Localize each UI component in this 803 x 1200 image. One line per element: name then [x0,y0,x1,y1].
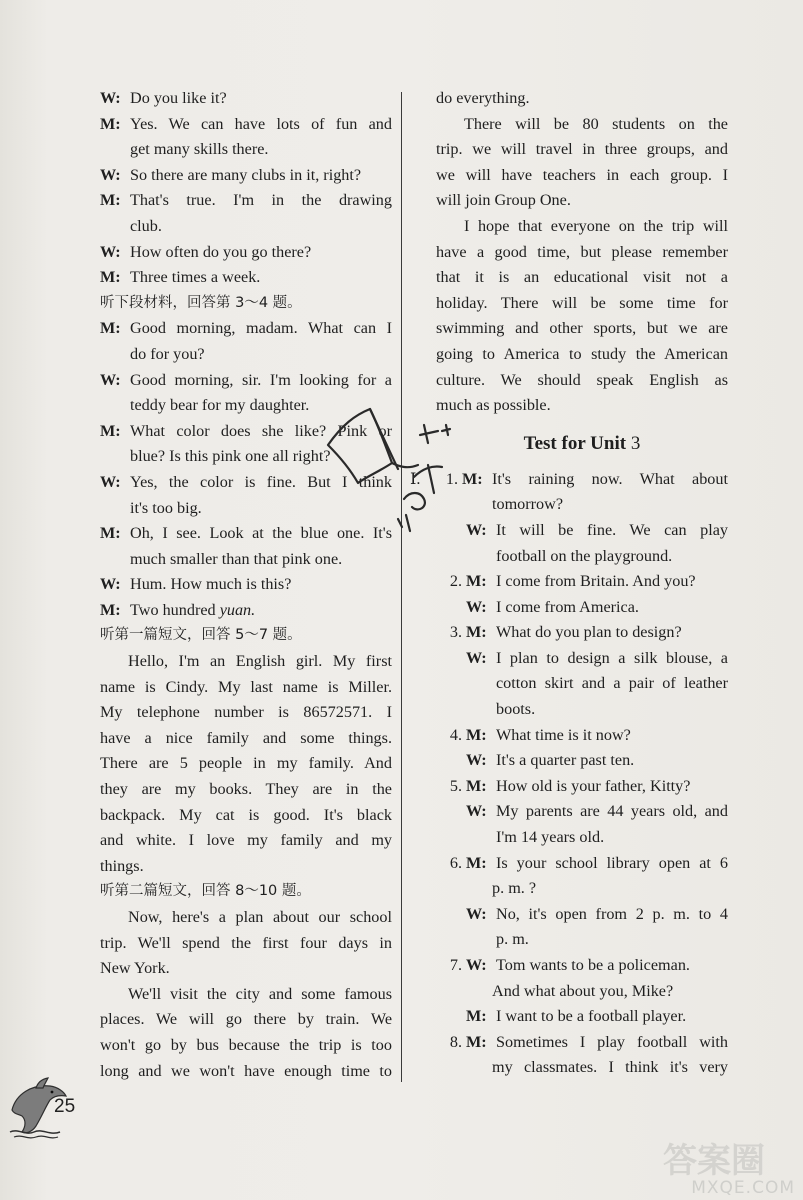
speaker-label: W: [100,89,121,107]
dialogue-text-part: Two hundred [130,600,216,619]
heading-unit-number: 3 [630,432,641,454]
passage-line: backpack. My cat is good. It's black [100,805,392,824]
dialogue-text: Do you like it? [130,89,227,107]
question-number: 5. [449,776,462,795]
dialogue-text: cotton skirt and a pair of leather [496,674,728,693]
dialogue-text: I plan to design a silk blouse, a [496,648,728,667]
passage-line: places. We will go there by train. We [100,1010,392,1029]
question-5 [436,774,728,800]
dialogue-text: I want to be a football player. [496,1007,687,1026]
speaker-label: W: [100,165,121,184]
question-number: 8. [449,1032,462,1051]
question-number: 1. [445,469,458,488]
dialogue-text: It's a quarter past ten. [496,751,635,770]
dialogue-text: Oh, I see. Look at the blue one. It's [130,524,392,543]
watermark-logo: 答案圈 [663,1141,765,1181]
answer-line [436,748,728,774]
question-6 [436,851,728,877]
question-1 [410,467,728,493]
dialogue-text: Tom wants to be a policeman. [496,956,690,974]
speaker-label: M: [100,524,121,543]
answer-line [436,1004,728,1030]
dialogue-text: So there are many clubs in it, right? [130,165,362,184]
speaker-label: M: [100,600,121,619]
passage-line: won't go by bus because the trip is too [100,1035,392,1054]
dialogue-text: p. m. ? [492,879,537,898]
speaker-label: W: [466,597,487,616]
dialogue-text: What color does she like? Pink or [130,421,392,440]
dialogue-text: What do you plan to design? [496,623,682,642]
dialogue-text: Hum. How much is this? [130,575,292,594]
dolphin-eye [51,1091,54,1094]
dialogue-line [100,240,392,266]
dialogue-text: My parents are 44 years old, and [496,802,728,821]
watermark-url: MXQE.COM [691,1178,795,1198]
question-4 [436,723,728,749]
dialogue-text: p. m. [496,930,529,949]
instruction-3-4: 听下段材料，回答第 3～4 题。 [100,294,302,311]
dialogue-line [100,86,392,112]
question-3 [436,620,728,646]
dialogue-text: It's raining now. What about [492,469,728,488]
speaker-label: M: [100,191,121,210]
passage-line: trip. we will travel in three groups, and [436,140,728,159]
speaker-label: W: [466,520,487,539]
instruction-8-10: 听第二篇短文，回答 8～10 题。 [100,883,311,900]
speaker-label: W: [100,370,121,389]
dialogue-text: Three times a week. [130,268,261,287]
dialogue-text: blue? Is this pink one all right? [130,447,331,466]
dialogue-2 [100,316,392,623]
dialogue-text: do for you? [130,344,205,363]
dialogue-text: How old is your father, Kitty? [496,776,691,795]
passage-line: There will be 80 students on the [464,114,728,133]
passage-line: swimming and other sports, but we are [436,319,728,338]
speaker-label: M: [462,469,483,488]
left-column [100,86,392,1084]
dialogue-text: And what about you, Mike? [492,981,674,1000]
dialogue-text: much smaller than that pink one. [130,549,343,568]
passage-line: I hope that everyone on the trip will [464,216,728,235]
dialogue-text: Good morning, madam. What can I [130,319,392,338]
question-7 [436,953,728,979]
speaker-label: W: [100,472,121,491]
question-8 [436,1030,728,1056]
dialogue-line [100,419,392,445]
speaker-label: M: [466,853,487,872]
passage-line: We'll visit the city and some famous [128,984,392,1003]
dialogue-text: Sometimes I play football with [496,1032,728,1051]
heading-text: Test for Unit [523,432,627,454]
passage-line: going to America to study the American [436,344,728,363]
dialogue-text: football on the playground. [496,546,673,565]
dialogue-text: I come from Britain. And you? [496,572,696,591]
dialogue-text: Yes, the color is fine. But I think [130,472,392,491]
passage-line: they are my books. They are in the [100,780,392,799]
passage-line: New York. [100,959,170,978]
dialogue-text: I'm 14 years old. [496,828,605,847]
dialogue-line [100,521,392,547]
speaker-label: W: [466,956,487,974]
dialogue-text: It will be fine. We can play [496,520,728,539]
speaker-label: W: [466,904,487,923]
passage-line: trip. We'll spend the first four days in [100,933,392,952]
dialogue-text: Is your school library open at 6 [496,853,728,872]
answer-line [436,518,728,544]
question-2 [436,569,728,595]
instruction-5-7: 听第一篇短文，回答 5～7 题。 [100,627,302,644]
dialogue-text: get many skills there. [130,140,269,159]
dialogue-line [100,572,392,598]
dialogue-text: tomorrow? [492,495,564,514]
question-number: 4. [449,725,462,744]
speaker-label: M: [100,319,121,338]
passage-line: do everything. [436,89,530,107]
passage-line: have a nice family and some things. [100,728,392,747]
question-number: 6. [449,853,462,872]
section-heading [436,421,728,467]
section-roman-numeral: Ⅰ. [410,469,421,488]
dialogue-text: it's too big. [130,498,202,517]
speaker-label: W: [466,802,487,821]
dialogue-text: teddy bear for my daughter. [130,396,310,415]
speaker-label: M: [466,776,487,795]
speaker-label: W: [100,575,121,594]
passage-2 [100,905,392,1084]
yuan-italic: yuan. [219,600,256,619]
dialogue-text: boots. [496,700,536,719]
dialogue-text: How often do you go there? [130,242,312,261]
question-number: 3. [449,623,462,642]
dialogue-line [100,163,392,189]
speaker-label: M: [100,421,121,440]
speaker-label: M: [100,268,121,287]
passage-line: will join Group One. [436,191,571,210]
speaker-label: M: [100,114,121,133]
answer-line [436,799,728,825]
passage-line: have a good time, but please remember [436,242,728,261]
dialogue-text [130,598,392,624]
dialogue-line [100,188,392,214]
column-divider [401,92,402,1082]
speaker-label: M: [466,1007,487,1026]
page-number: 25 [54,1096,76,1117]
dialogue-text: I come from America. [496,597,639,616]
speaker-label: M: [466,1032,487,1051]
speaker-label: M: [466,725,487,744]
right-column [410,86,728,1081]
passage-line: name is Cindy. My last name is Miller. [100,677,392,696]
dialogue-1 [100,86,392,291]
dialogue-text: That's true. I'm in the drawing [130,191,392,210]
dialogue-text: club. [130,216,162,235]
dialogue-line [100,265,392,291]
dialogue-line [100,316,392,342]
passage-line: Now, here's a plan about our school [128,908,392,926]
question-number: 7. [449,956,462,974]
passage-line: and white. I love my family and my [100,831,392,850]
dialogue-text: What time is it now? [496,725,631,744]
speaker-label: W: [466,648,487,667]
dialogue-text: Good morning, sir. I'm looking for a [130,370,392,389]
dialogue-line [100,470,392,496]
speaker-label: W: [466,751,487,770]
dialogue-line [100,598,392,624]
speaker-label: M: [466,623,487,642]
speaker-label: M: [466,572,487,591]
passage-line: holiday. There will be some time for [436,293,728,312]
answer-line [436,902,728,928]
question-number: 2. [449,572,462,591]
passage-line: My telephone number is 86572571. I [100,703,392,722]
passage-line: things. [100,856,144,875]
passage-line: much as possible. [436,396,551,415]
passage-line: we will have teachers in each group. I [436,165,728,184]
speaker-label: W: [100,242,121,261]
passage-line: There are 5 people in my family. And [100,754,392,773]
passage-1 [100,649,392,879]
passage-line: culture. We should speak English as [436,370,728,389]
dialogue-text: Yes. We can have lots of fun and [130,114,392,133]
answer-line [436,595,728,621]
passage-line: Hello, I'm an English girl. My first [128,652,392,671]
dialogue-text: No, it's open from 2 p. m. to 4 [496,904,728,923]
dialogue-line [100,112,392,138]
dialogue-text: my classmates. I think it's very [492,1058,728,1077]
dialogue-line [100,368,392,394]
passage-line: that it is an educational visit not a [436,268,728,287]
passage-line: long and we won't have enough time to [100,1061,392,1080]
answer-line [436,646,728,672]
